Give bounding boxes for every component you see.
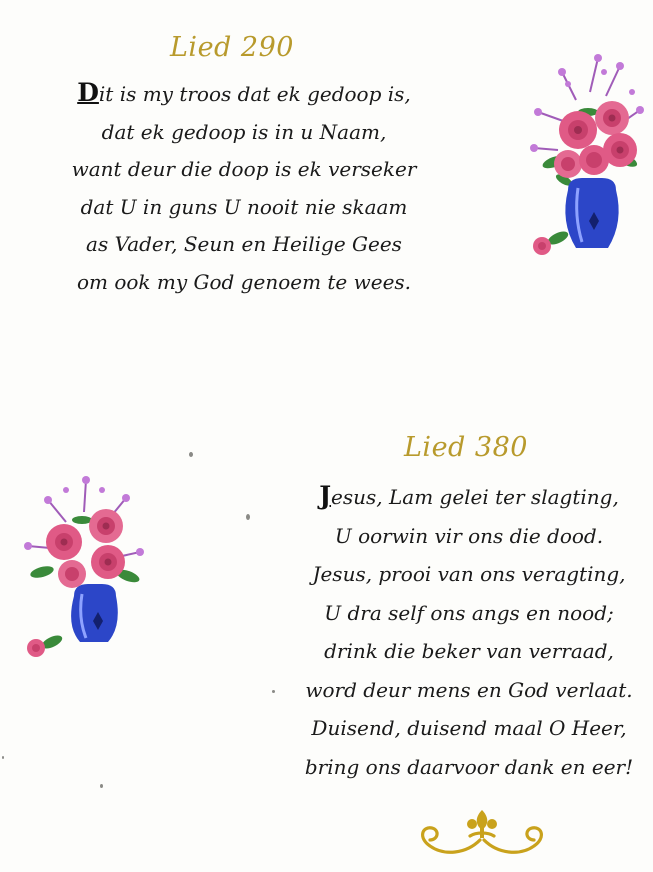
verse-line: word deur mens en God verlaat. [305, 677, 633, 702]
paper-speck [189, 452, 193, 457]
hymn-290-title: Lied 290 [170, 32, 294, 63]
verse-line [286, 478, 652, 517]
first-line-text: esus, Lam gelei ter slagting, [331, 485, 619, 509]
paper-speck [246, 514, 250, 520]
verse-line: dat U in guns U nooit nie skaam [80, 194, 408, 219]
verse-line: Duisend, duisend maal O Heer, [311, 716, 627, 740]
verse-line: Jesus, prooi van ons veragting, [312, 562, 626, 586]
ornament-flourish-icon [410, 806, 555, 858]
verse-line: om ook my God genoem te wees. [76, 269, 412, 294]
dropcap-letter: D [77, 78, 99, 107]
hymn-290-verse [64, 76, 424, 301]
paper-speck [2, 756, 4, 759]
hymn-380-verse [286, 478, 652, 786]
flower-vase-icon [22, 476, 146, 660]
verse-line: bring ons daarvoor dank en eer! [304, 754, 634, 779]
verse-line: U oorwin vir ons die dood. [334, 523, 604, 548]
paper-speck [272, 690, 275, 693]
verse-line: want deur die doop is ek verseker [71, 157, 417, 181]
paper-speck [100, 784, 103, 788]
verse-line: as Vader, Seun en Heilige Gees [86, 232, 402, 256]
dropcap-letter: J [319, 481, 332, 510]
verse-line: drink die beker van verraad, [324, 639, 614, 663]
hymn-380-title: Lied 380 [404, 432, 528, 463]
verse-line: dat ek gedoop is in u Naam, [101, 119, 387, 144]
flower-vase-icon [528, 52, 648, 257]
first-line-text: it is my troos dat ek gedoop is, [98, 82, 411, 106]
verse-line [64, 76, 424, 114]
verse-line: U dra self ons angs en nood; [324, 600, 614, 625]
